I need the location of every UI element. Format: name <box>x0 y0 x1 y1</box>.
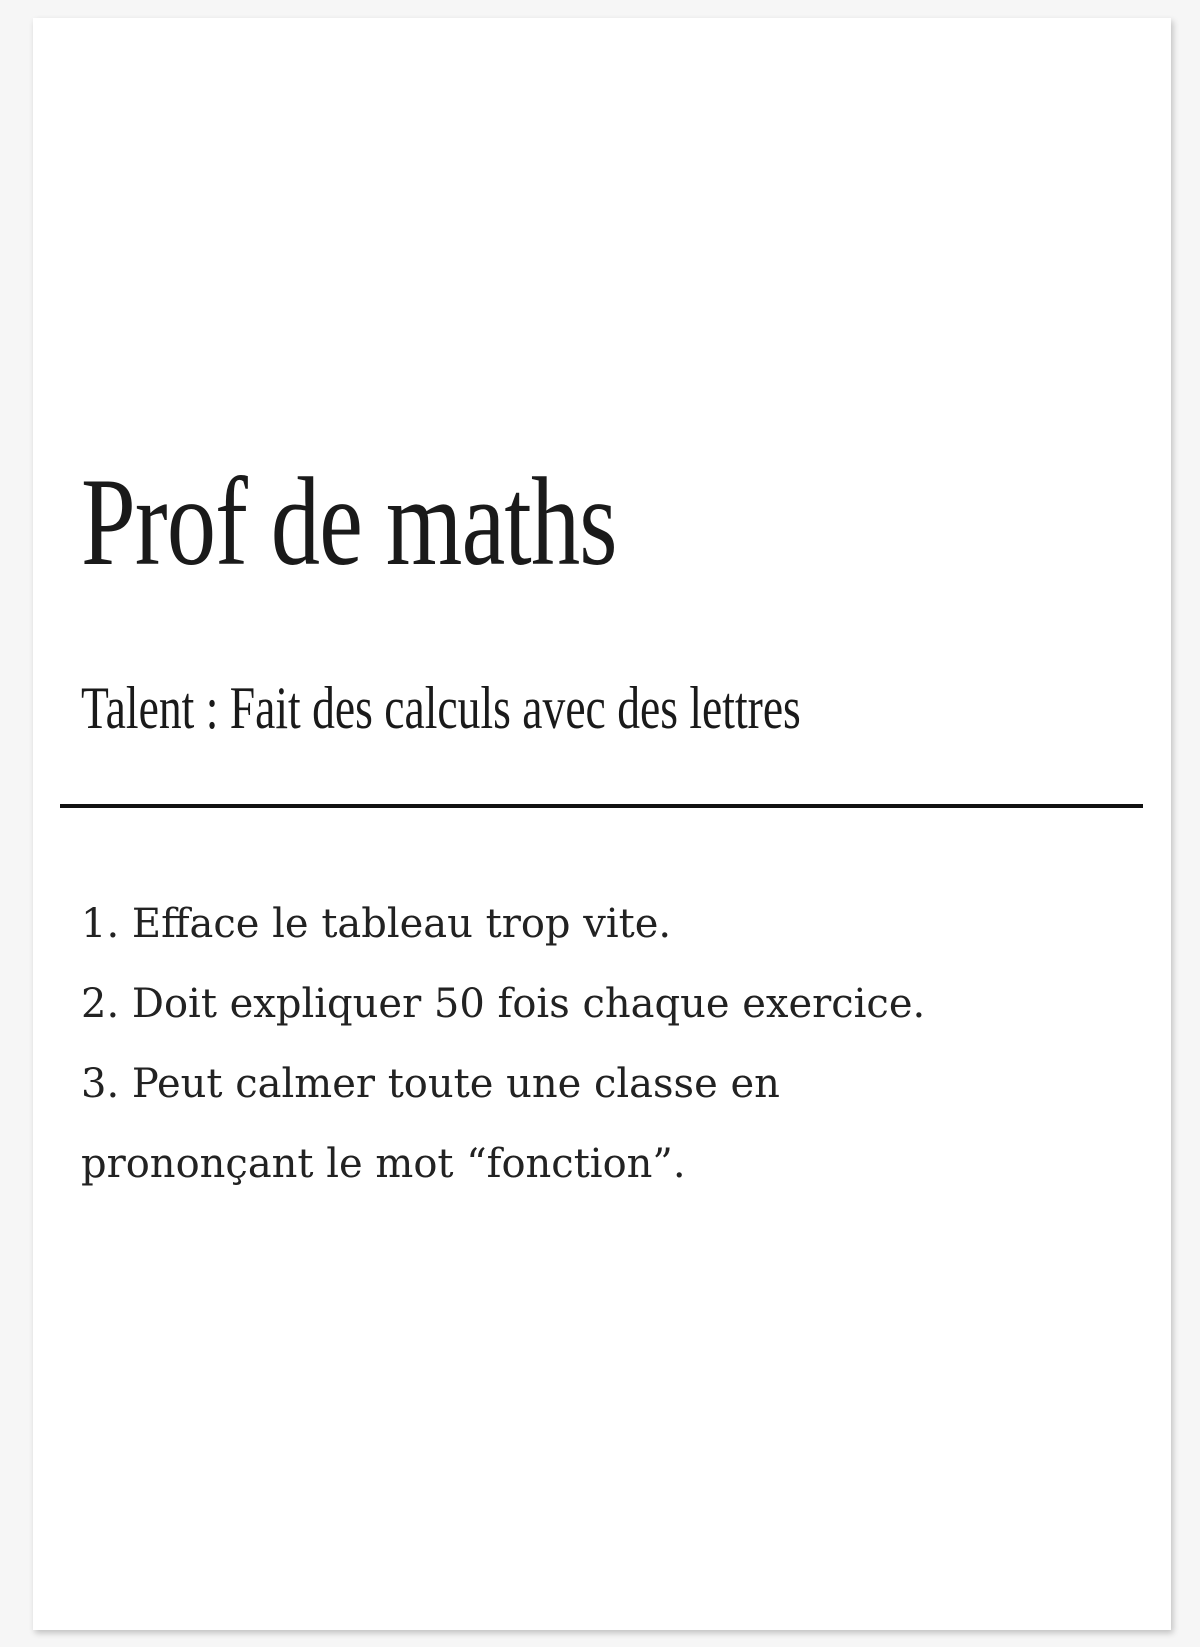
divider-line <box>60 804 1143 808</box>
poster <box>33 18 1171 1630</box>
list-item: 3. Peut calmer toute une classe en <box>81 1061 780 1107</box>
list-item: 1. Efface le tableau trop vite. <box>81 901 672 947</box>
list-item: prononçant le mot “fonction”. <box>81 1141 686 1187</box>
list-item: 2. Doit expliquer 50 fois chaque exercice. <box>81 981 926 1027</box>
definition-list <box>81 884 1141 1204</box>
poster-title: Prof de maths <box>81 453 617 592</box>
poster-subtitle: Talent : Fait des calculs avec des lettres <box>81 675 801 741</box>
